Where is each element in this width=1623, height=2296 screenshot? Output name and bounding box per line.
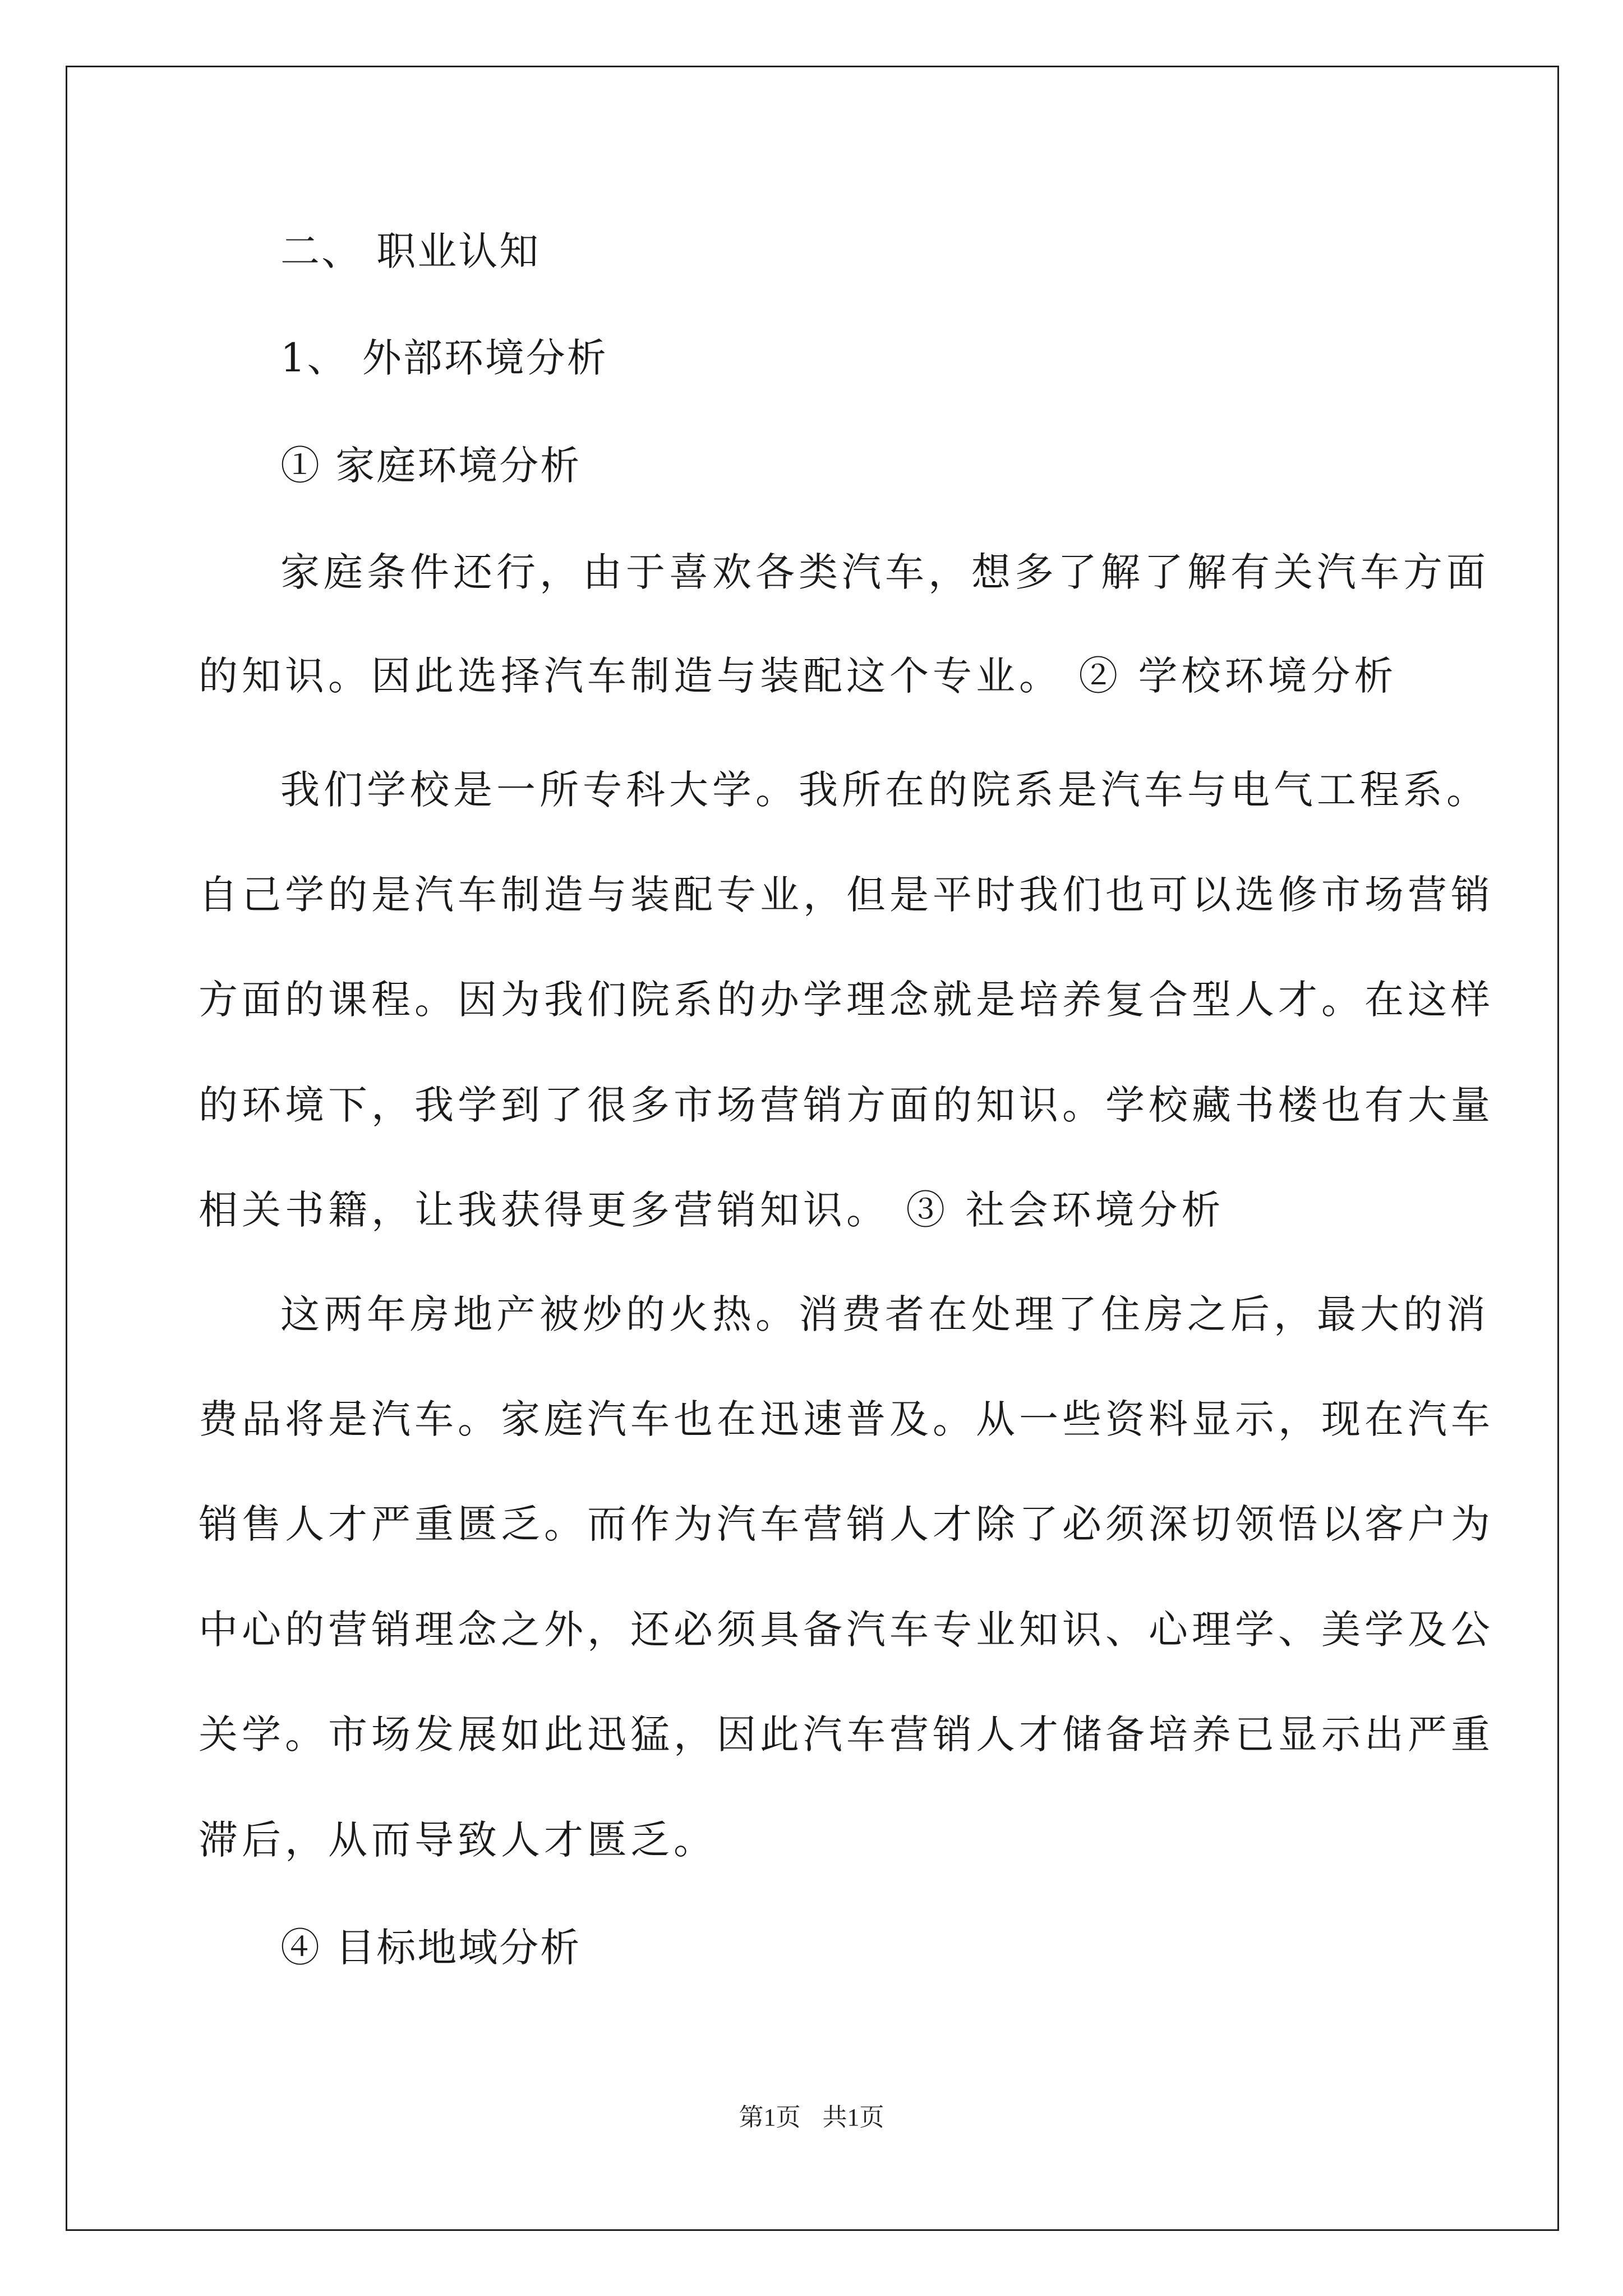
page-total: 共1页 [822,2104,884,2131]
section-heading: 二、 职业认知 [280,228,541,274]
paragraph-line: 销售人才严重匮乏。而作为汽车营销人才除了必须深切领悟以客户为 [199,1501,1494,1547]
paragraph-line: 滞后，从而导致人才匮乏。 [199,1817,717,1863]
paragraph-line: 这两年房地产被炒的火热。消费者在处理了住房之后，最大的消 [280,1291,1490,1337]
item-heading-region: ④ 目标地域分析 [280,1925,582,1971]
subsection-heading: 1、 外部环境分析 [280,335,608,381]
paragraph-line: 家庭条件还行，由于喜欢各类汽车，想多了解了解有关汽车方面 [280,549,1490,595]
paragraph-line: 费品将是汽车。家庭汽车也在迅速普及。从一些资料显示，现在汽车 [199,1396,1494,1442]
paragraph-line: 我们学校是一所专科大学。我所在的院系是汽车与电气工程系。 [280,767,1490,813]
paragraph-line: 相关书籍，让我获得更多营销知识。 ③ 社会环境分析 [199,1187,1225,1233]
paragraph-line: 的环境下，我学到了很多市场营销方面的知识。学校藏书楼也有大量 [199,1082,1494,1128]
page-border [66,66,1559,2231]
page-footer [0,2101,1623,2134]
paragraph-line: 的知识。因此选择汽车制造与装配这个专业。 ② 学校环境分析 [199,653,1398,699]
paragraph-line: 自己学的是汽车制造与装配专业，但是平时我们也可以选修市场营销 [199,872,1494,918]
paragraph-line: 关学。市场发展如此迅猛，因此汽车营销人才储备培养已显示出严重 [199,1711,1494,1757]
item-heading-family: ① 家庭环境分析 [280,443,582,489]
paragraph-line: 方面的课程。因为我们院系的办学理念就是培养复合型人才。在这样 [199,977,1494,1023]
page-number: 第1页 [739,2104,801,2131]
paragraph-line: 中心的营销理念之外，还必须具备汽车专业知识、心理学、美学及公 [199,1607,1494,1653]
